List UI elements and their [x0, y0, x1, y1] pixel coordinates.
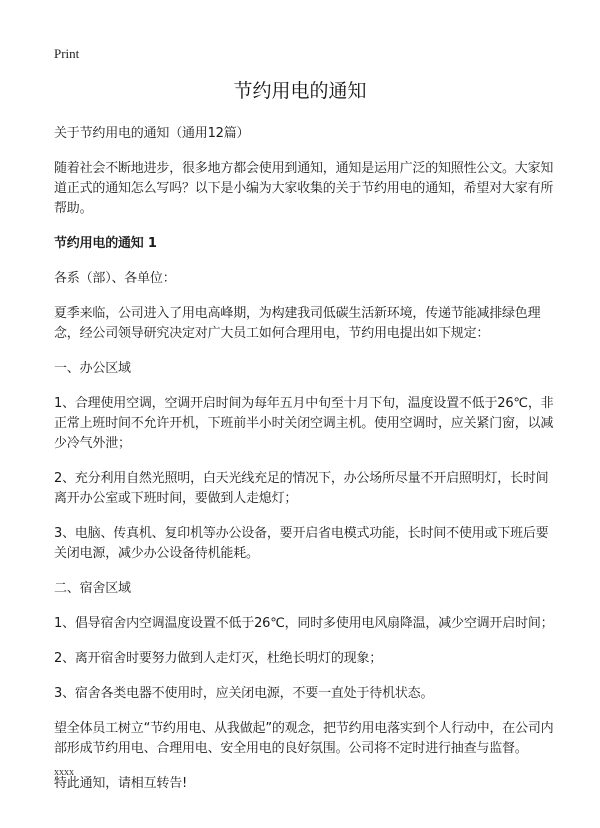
rule-item: 3、电脑、传真机、复印机等办公设备，要开启省电模式功能，长时间不使用或下班后要关闭电源，减少办公设备待机能耗。: [54, 526, 549, 561]
rule-item: 3、宿舍各类电器不使用时，应关闭电源，不要一直处于待机状态。: [54, 686, 434, 701]
print-link[interactable]: Print: [54, 46, 80, 61]
rule-item: 1、合理使用空调，空调开启时间为每年五月中旬至十月下旬，温度设置不低于26℃，非正常上班时间不允许开机，下班前半小时关闭空调主机。使用空调时，应关紧门窗，以减少冷气外泄；: [54, 396, 554, 451]
intro-paragraph: 随着社会不断地进步，很多地方都会使用到通知，通知是运用广泛的知照性公文。大家知道正式的通知怎么写吗？以下是小编为大家收集的关于节约用电的通知，希望对大家有所帮助。: [54, 161, 554, 216]
subsection-heading-office: 一、办公区域: [54, 361, 131, 376]
footer-mark: xxxx: [54, 767, 74, 778]
subsection-heading-dormitory: 二、宿舍区域: [54, 581, 131, 596]
subtitle: 关于节约用电的通知（通用12篇）: [54, 126, 250, 141]
closing-paragraph: 望全体员工树立“节约用电、从我做起”的观念，把节约用电落实到个人行动中，在公司内部形成节约用电、合理用电、安全用电的良好氛围。公司将不定时进行抽查与监督。: [54, 721, 554, 756]
body-paragraph: 夏季来临，公司进入了用电高峰期，为构建我司低碳生活新环境，传递节能减排绿色理念，经公司领导研究决定对广大员工如何合理用电，节约用电提出如下规定：: [54, 306, 541, 341]
salutation: 各系（部）、各单位：: [54, 271, 176, 286]
rule-item: 1、倡导宿舍内空调温度设置不低于26℃，同时多使用电风扇降温，减少空调开启时间；: [54, 616, 554, 631]
rule-item: 2、充分利用自然光照明，白天光线充足的情况下，办公场所尽量不开启照明灯，长时间离开办公室或下班时间，要做到人走熄灯；: [54, 471, 549, 506]
notice-ending: 特此通知，请相互转告!: [54, 776, 188, 791]
section-heading: 节约用电的通知 1: [54, 236, 157, 251]
rule-item: 2、离开宿舍时要努力做到人走灯灭，杜绝长明灯的现象；: [54, 651, 383, 666]
document-title: 节约用电的通知: [233, 80, 367, 102]
document-body: [54, 124, 554, 809]
